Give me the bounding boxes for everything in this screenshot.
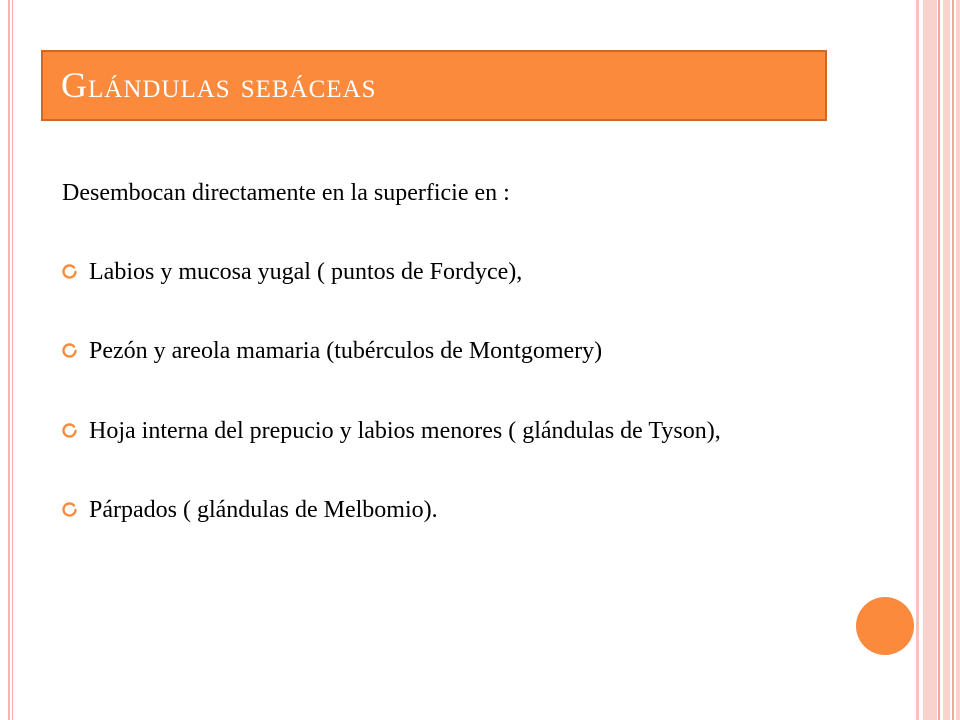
intro-text: Desembocan directamente en la superficie en : xyxy=(62,180,510,206)
right-decorative-stripes xyxy=(916,0,960,720)
open-circle-icon xyxy=(62,264,78,280)
list-item xyxy=(62,336,842,367)
slide-content xyxy=(62,178,842,574)
slide-title: Glándulas sebáceas xyxy=(61,65,377,105)
list-item xyxy=(62,257,842,288)
bullet-list xyxy=(62,257,842,526)
stripe xyxy=(916,0,919,720)
stripe xyxy=(952,0,954,720)
bullet-text: Pezón y areola mamaria (tubérculos de Montgomery) xyxy=(89,338,603,365)
list-item xyxy=(62,416,842,447)
title-banner xyxy=(41,50,827,121)
bullet-text: Párpados ( glándulas de Melbomio). xyxy=(89,496,438,523)
bullet-text: Hoja interna del prepucio y labios menores ( glándulas de Tyson), xyxy=(89,417,721,444)
decorative-circle xyxy=(856,597,914,655)
bullet-text: Labios y mucosa yugal ( puntos de Fordyce), xyxy=(89,259,523,286)
stripe xyxy=(938,0,940,720)
stripe xyxy=(956,0,960,720)
stripe xyxy=(943,0,950,720)
open-circle-icon xyxy=(62,502,78,518)
left-border-line xyxy=(8,0,13,720)
open-circle-icon xyxy=(62,343,78,359)
stripe xyxy=(923,0,937,720)
open-circle-icon xyxy=(62,423,78,439)
list-item xyxy=(62,495,842,526)
